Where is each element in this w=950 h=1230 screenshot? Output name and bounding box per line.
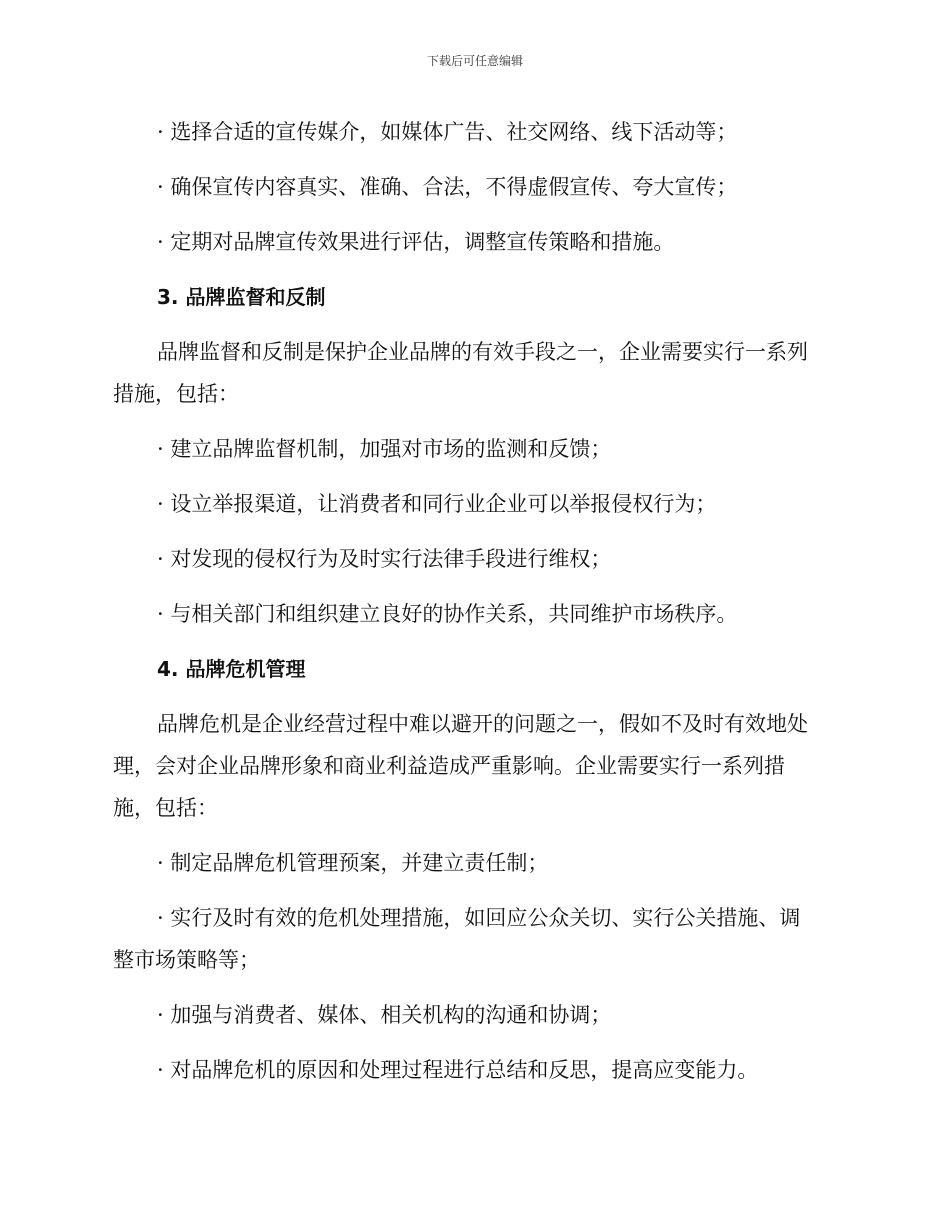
page-header: 下载后可任意编辑	[426, 54, 523, 68]
bullet-item	[113, 994, 833, 1036]
paragraph	[113, 331, 833, 415]
text-line: 整市场策略等；	[113, 948, 260, 972]
text-line: · 选择合适的宣传媒介，如媒体广告、社交网络、线下活动等；	[157, 120, 738, 144]
text-line: · 对发现的侵权行为及时实行法律手段进行维权；	[157, 547, 612, 571]
text-line: · 实行及时有效的危机处理措施，如回应公众关切、实行公关措施、调	[157, 906, 801, 930]
text-line: 施，包括：	[113, 796, 218, 820]
text-line: 品牌危机是企业经营过程中难以避开的问题之一，假如不及时有效地处	[157, 712, 808, 736]
text-line: 品牌监督和反制是保护企业品牌的有效手段之一，企业需要实行一系列	[157, 340, 808, 364]
text-line: · 制定品牌危机管理预案，并建立责任制；	[157, 851, 549, 875]
text-line: · 与相关部门和组织建立良好的协作关系，共同维护市场秩序。	[157, 602, 738, 626]
text-line: 4. 品牌危机管理	[157, 657, 306, 681]
text-line: · 定期对品牌宣传效果进行评估，调整宣传策略和措施。	[157, 230, 675, 254]
paragraph	[113, 703, 833, 829]
bullet-item	[113, 428, 833, 470]
bullet-item	[113, 111, 833, 153]
bullet-item	[113, 221, 833, 263]
paragraph	[113, 897, 833, 981]
bullet-item	[113, 483, 833, 525]
text-line: · 确保宣传内容真实、准确、合法，不得虚假宣传、夸大宣传；	[157, 175, 738, 199]
text-line: 3. 品牌监督和反制	[157, 285, 326, 309]
text-line: · 设立举报渠道，让消费者和同行业企业可以举报侵权行为；	[157, 492, 717, 516]
text-line: 理，会对企业品牌形象和商业利益造成严重影响。企业需要实行一系列措	[113, 754, 785, 778]
section-heading	[113, 276, 833, 318]
text-line: · 加强与消费者、媒体、相关机构的沟通和协调；	[157, 1003, 612, 1027]
document-body	[113, 111, 833, 1091]
bullet-item	[113, 1049, 833, 1091]
bullet-item	[113, 593, 833, 635]
section-heading	[113, 648, 833, 690]
bullet-item	[113, 166, 833, 208]
text-line: · 对品牌危机的原因和处理过程进行总结和反思，提高应变能力。	[157, 1058, 759, 1082]
text-line: 措施，包括：	[113, 382, 239, 406]
bullet-item	[113, 842, 833, 884]
bullet-item	[113, 538, 833, 580]
text-line: · 建立品牌监督机制，加强对市场的监测和反馈；	[157, 437, 612, 461]
